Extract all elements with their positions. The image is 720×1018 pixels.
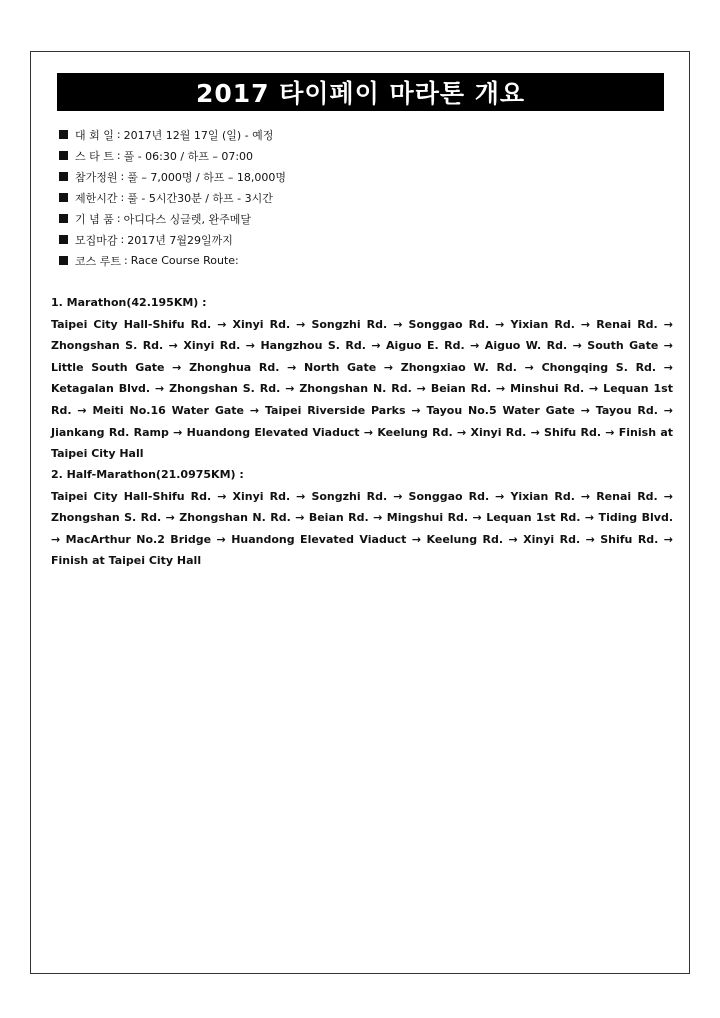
marathon-heading: 1. Marathon(42.195KM) : [51,296,207,309]
summary-item-capacity [59,166,286,187]
summary-value: 아디다스 싱글렛, 완주메달 [123,212,251,226]
square-bullet-icon [59,256,68,265]
summary-label: 코스 루트 [75,254,122,268]
square-bullet-icon [59,130,68,139]
summary-label: 기 념 품 [75,212,114,226]
summary-separator: : [120,233,125,246]
summary-item-course-route [59,250,286,271]
summary-item-date [59,124,286,145]
summary-separator: : [116,212,121,225]
square-bullet-icon [59,172,68,181]
marathon-course-section [51,292,673,465]
half-marathon-course-section [51,464,673,572]
summary-label: 제한시간 [75,191,118,205]
summary-value: 풀 - 06:30 / 하프 – 07:00 [123,149,254,163]
summary-value: 풀 – 7,000명 / 하프 – 18,000명 [127,170,287,184]
summary-separator: : [116,128,121,141]
summary-separator: : [120,170,125,183]
half-marathon-heading: 2. Half-Marathon(21.0975KM) : [51,468,244,481]
title-banner [57,73,664,111]
summary-separator: : [116,149,121,162]
summary-label: 모집마감 [75,233,118,247]
summary-label: 참가정원 [75,170,118,184]
page-title: 2017 타이페이 마라톤 개요 [195,79,526,108]
square-bullet-icon [59,193,68,202]
summary-label: 대 회 일 [75,128,114,142]
summary-separator: : [120,191,125,204]
summary-value: Race Course Route: [130,254,239,267]
square-bullet-icon [59,235,68,244]
summary-value: 2017년 12월 17일 (일) - 예정 [123,128,274,142]
square-bullet-icon [59,214,68,223]
marathon-route: Taipei City Hall-Shifu Rd. → Xinyi Rd. → Songzhi Rd. → Songgao Rd. → Yixian Rd. → Renai Rd. → Zhongshan S. Rd. → Xinyi Rd. → Hangzhou S. Rd. → Aiguo E. Rd. → Aiguo W. Rd. → South Gate → Little South Gate → Zhonghua Rd. → North Gate → Zhongxiao W. Rd. → Chongqing S. Rd. → Ketagalan Blvd. → Zhongshan S. Rd. → Zhongshan N. Rd. → Beian Rd. → Minshui Rd. → Lequan 1st Rd. → Meiti No.16 Water Gate → Taipei Riverside Parks → Tayou No.5 Water Gate → Tayou Rd. → Jiankang Rd. Ramp → Huandong Elevated Viaduct → Keelung Rd. → Xinyi Rd. → Shifu Rd. → Finish at Taipei City Hall [51,317,673,461]
summary-separator: : [124,254,128,267]
summary-list [59,124,286,271]
half-marathon-route: Taipei City Hall-Shifu Rd. → Xinyi Rd. → Songzhi Rd. → Songgao Rd. → Yixian Rd. → Renai Rd. → Zhongshan S. Rd. → Zhongshan N. Rd. → Beian Rd. → Mingshui Rd. → Lequan 1st Rd. → Tiding Blvd. → MacArthur No.2 Bridge → Huandong Elevated Viaduct → Keelung Rd. → Xinyi Rd. → Shifu Rd. → Finish at Taipei City Hall [51,489,673,568]
square-bullet-icon [59,151,68,160]
summary-item-time-limit [59,187,286,208]
summary-item-start [59,145,286,166]
summary-value: 풀 - 5시간30분 / 하프 - 3시간 [127,191,273,205]
summary-item-souvenir [59,208,286,229]
summary-label: 스 타 트 [75,149,114,163]
summary-value: 2017년 7월29일까지 [127,233,233,247]
summary-item-deadline [59,229,286,250]
